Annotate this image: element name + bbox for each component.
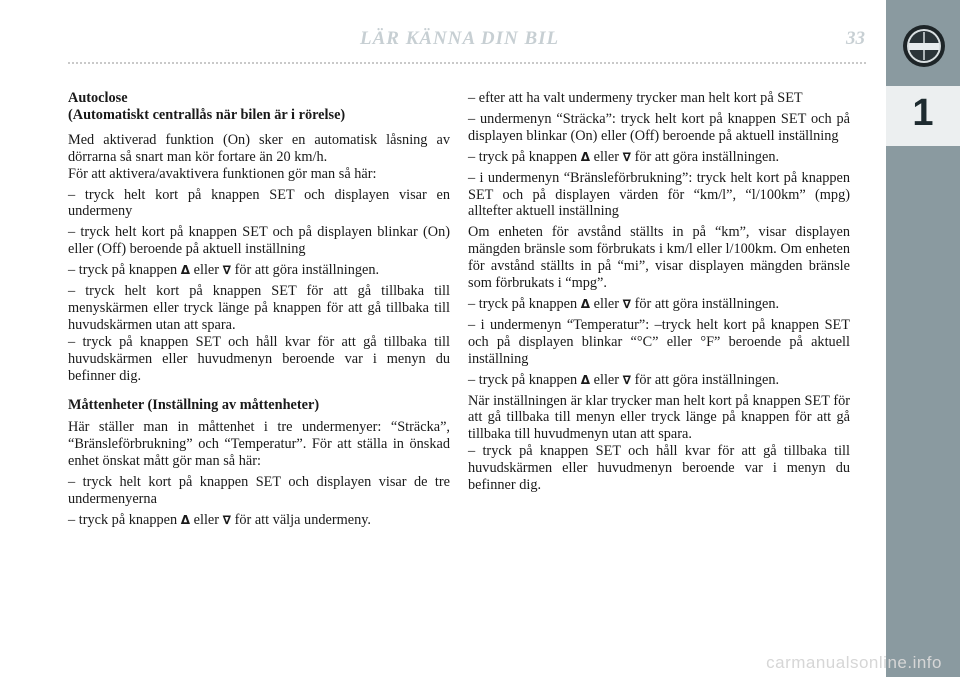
text: eller: [593, 295, 620, 312]
triangle-up-icon: Δ: [580, 149, 591, 164]
units-heading: Måttenheter (Inställning av måttenheter): [68, 396, 320, 413]
triangle-down-icon: ∇: [622, 372, 631, 387]
text: för att göra inställningen.: [234, 262, 380, 279]
triangle-up-icon: Δ: [580, 372, 591, 387]
paragraph: Med aktiverad funktion (On) sker en automatisk låsning av dörrarna så snart man kör fortare än 20 km/h.: [68, 131, 450, 165]
text: – tryck på knappen: [468, 148, 578, 165]
triangle-down-icon: ∇: [622, 149, 631, 164]
paragraph: När inställningen är klar trycker man helt kort på knappen SET för att gå tillbaka till menyn eller tryck länge på knappen för att gå tillbaka till huvudmenyn utan att spara.: [468, 392, 850, 443]
paragraph: För att aktivera/avaktivera funktionen gör man så här:: [68, 165, 377, 182]
text: eller: [193, 262, 220, 279]
autoclose-subtitle: (Automatiskt centrallås när bilen är i rörelse): [68, 106, 346, 123]
paragraph: – tryck helt kort på knappen SET och displayen visar de tre undermenyerna: [68, 474, 450, 508]
paragraph: [68, 512, 450, 529]
text: för att välja undermeny.: [234, 511, 372, 528]
paragraph: – tryck helt kort på knappen SET och displayen visar en undermeny: [68, 186, 450, 220]
text: eller: [593, 148, 620, 165]
page-number: 33: [846, 28, 865, 49]
text: eller: [193, 511, 220, 528]
paragraph: Om enheten för avstånd ställts in på “km”, visar displayen mängden bränsle som förbrukats i km/l eller l/100km. Om enheten för avstånd ställts in på “mi”, visar displayen mängden bränsle som förbrukats i “mpg”.: [468, 224, 850, 292]
text: för att göra inställningen.: [634, 148, 780, 165]
paragraph: – i undermenyn “Temperatur”: –tryck helt kort på knappen SET och på displayen blinkar “°C” eller °F” beroende på aktuell inställning: [468, 316, 850, 367]
triangle-down-icon: ∇: [222, 512, 231, 527]
paragraph: [68, 262, 450, 279]
lancia-logo-icon: [902, 24, 946, 68]
paragraph: – undermenyn “Sträcka”: tryck helt kort på knappen SET och på displayen blinkar (On) eller (Off) beroende på aktuell inställning: [468, 110, 850, 144]
watermark: carmanualsonline.info: [766, 653, 942, 672]
paragraph: Här ställer man in måttenhet i tre undermenyer: “Sträcka”, “Bränsleförbrukning” och “Temperatur”. För att ställa in önskad enhet önskat mått gör man så här:: [68, 419, 450, 470]
triangle-down-icon: ∇: [222, 263, 231, 278]
text: eller: [593, 371, 620, 388]
text: för att göra inställningen.: [634, 295, 780, 312]
paragraph: – tryck på knappen SET och håll kvar för att gå tillbaka till huvudskärmen eller huvudmenyn beroende var i menyn du befinner dig.: [68, 333, 450, 384]
text: – tryck på knappen: [68, 262, 178, 279]
right-column: [468, 90, 850, 498]
paragraph: – tryck på knappen SET och håll kvar för att gå tillbaka till huvudskärmen eller huvudmenyn beroende var i menyn du befinner dig.: [468, 443, 850, 494]
header-divider: [68, 62, 866, 64]
paragraph: [468, 149, 850, 166]
autoclose-title: Autoclose: [68, 90, 128, 106]
paragraph: – tryck helt kort på knappen SET för att gå tillbaka till menyskärmen eller tryck länge på knappen för att gå tillbaka till huvudskärmen utan att spara.: [68, 283, 450, 333]
triangle-up-icon: Δ: [180, 512, 191, 527]
triangle-up-icon: Δ: [180, 263, 191, 278]
text: för att göra inställningen.: [634, 371, 780, 388]
paragraph: – efter att ha valt undermeny trycker man helt kort på SET: [468, 90, 803, 106]
text: – tryck på knappen: [468, 295, 578, 312]
triangle-down-icon: ∇: [622, 296, 631, 311]
paragraph: [468, 296, 850, 313]
paragraph: [468, 372, 850, 389]
page-header-title: LÄR KÄNNA DIN BIL: [360, 28, 560, 49]
text: – tryck på knappen: [68, 511, 178, 528]
paragraph: – tryck helt kort på knappen SET och på displayen blinkar (On) eller (Off) beroende på aktuell inställning: [68, 224, 450, 258]
left-column: [68, 90, 450, 533]
triangle-up-icon: Δ: [580, 296, 591, 311]
autoclose-heading: [68, 90, 450, 124]
paragraph: – i undermenyn “Bränsleförbrukning”: tryck helt kort på knappen SET och på displayen värden för “km/l”, “l/100km” (mpg) alltefter aktuell inställning: [468, 169, 850, 220]
text: – tryck på knappen: [468, 371, 578, 388]
chapter-number: 1: [912, 92, 934, 134]
